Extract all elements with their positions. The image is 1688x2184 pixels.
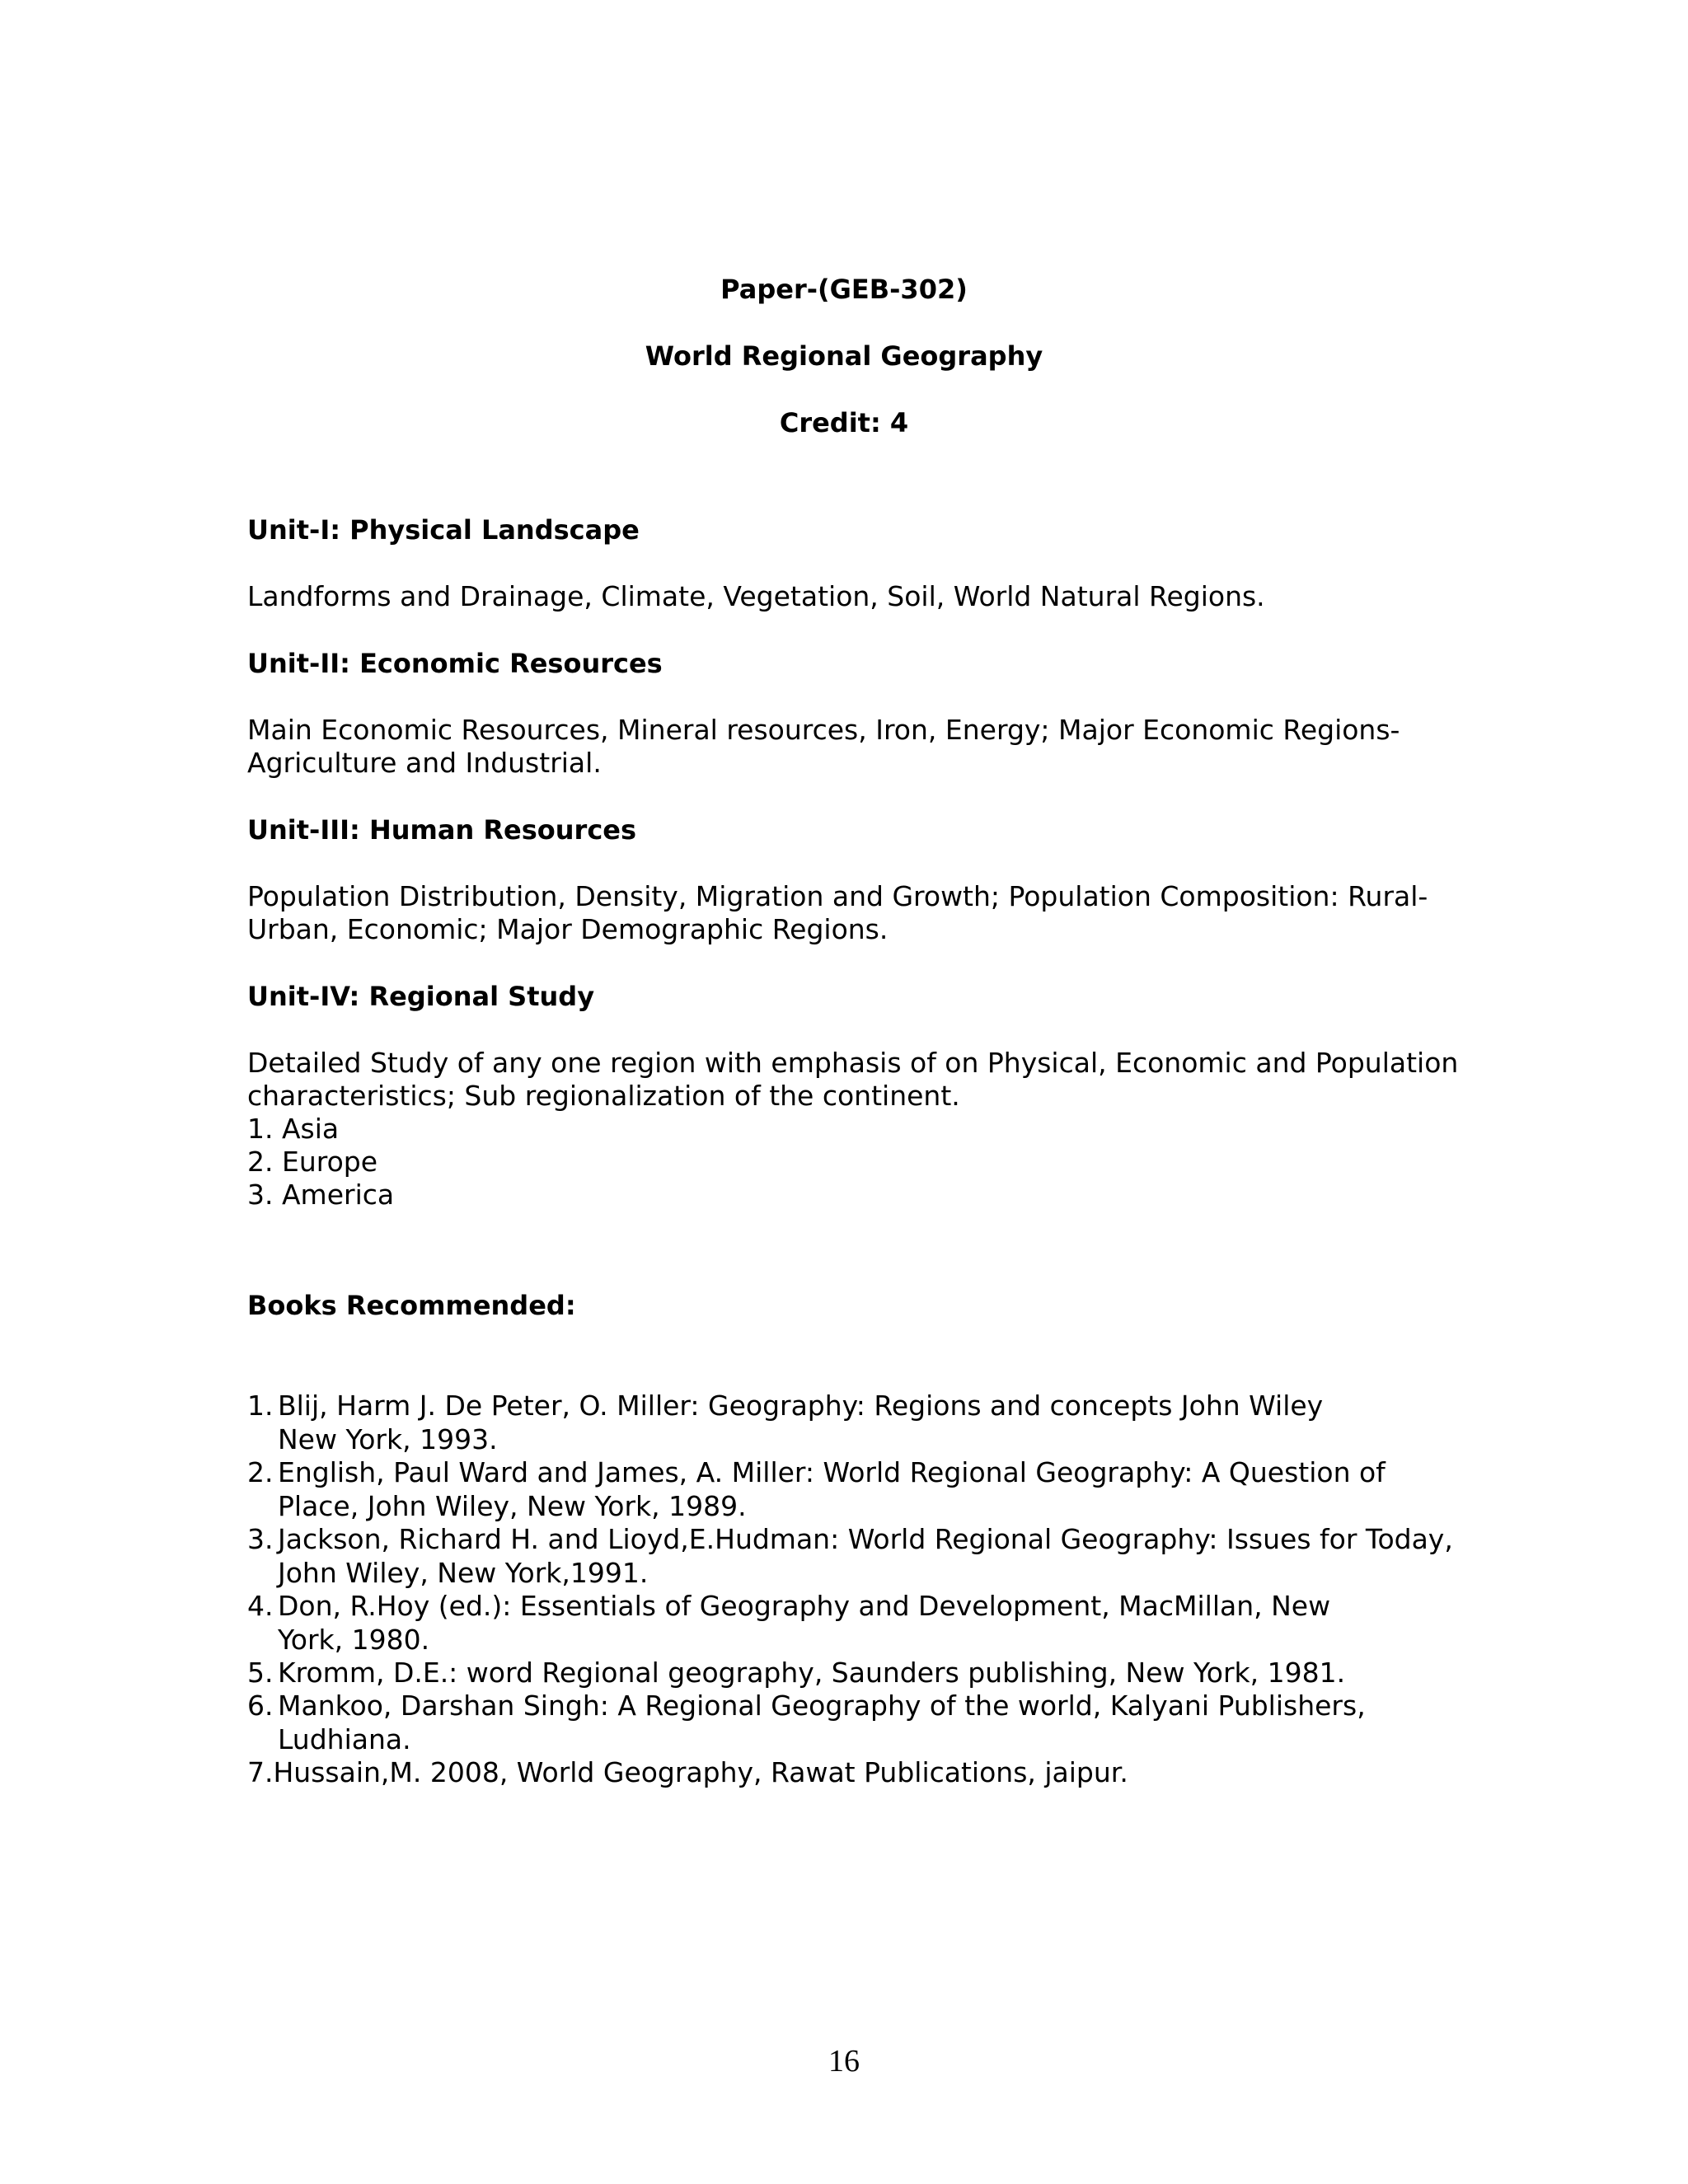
reference-item bbox=[247, 1523, 1484, 1590]
reference-text: Blij, Harm J. De Peter, O. Miller: Geography: Regions and concepts John Wiley bbox=[278, 1390, 1324, 1422]
list-item: 2. Europe bbox=[247, 1146, 378, 1178]
reference-text-cont: Ludhiana. bbox=[278, 1722, 411, 1755]
reference-item bbox=[247, 1456, 1484, 1523]
unit-heading: Unit-IV: Regional Study bbox=[247, 981, 595, 1012]
reference-text: Jackson, Richard H. and Lioyd,E.Hudman: World Regional Geography: Issues for Today, bbox=[278, 1523, 1453, 1555]
reference-text-cont: New York, 1993. bbox=[278, 1422, 498, 1455]
reference-item bbox=[247, 1657, 1484, 1690]
unit-text: characteristics; Sub regionalization of the continent. bbox=[247, 1080, 960, 1112]
reference-number: 1. bbox=[247, 1390, 274, 1422]
unit-heading: Unit-II: Economic Resources bbox=[247, 648, 663, 679]
reference-text: Kromm, D.E.: word Regional geography, Saunders publishing, New York, 1981. bbox=[278, 1657, 1346, 1689]
unit-text: Main Economic Resources, Mineral resources, Iron, Energy; Major Economic Regions- bbox=[247, 714, 1400, 746]
unit-text: Detailed Study of any one region with emphasis of on Physical, Economic and Population bbox=[247, 1047, 1459, 1079]
unit-heading: Unit-III: Human Resources bbox=[247, 814, 637, 846]
reference-text: Don, R.Hoy (ed.): Essentials of Geography and Development, MacMillan, New bbox=[278, 1590, 1331, 1622]
reference-text-cont: Place, John Wiley, New York, 1989. bbox=[278, 1489, 747, 1522]
reference-text-cont: John Wiley, New York,1991. bbox=[278, 1556, 649, 1589]
reference-text-cont: York, 1980. bbox=[278, 1623, 430, 1656]
reference-number: 5. bbox=[247, 1657, 274, 1689]
paper-code: Paper-(GEB-302) bbox=[720, 274, 968, 305]
unit-text: Urban, Economic; Major Demographic Regions. bbox=[247, 913, 889, 945]
books-heading: Books Recommended: bbox=[247, 1290, 576, 1321]
unit-text: Agriculture and Industrial. bbox=[247, 747, 602, 779]
reference-number: 6. bbox=[247, 1690, 274, 1722]
list-item: 1. Asia bbox=[247, 1113, 340, 1145]
list-item: 3. America bbox=[247, 1179, 395, 1211]
page-number: 16 bbox=[828, 2044, 860, 2079]
unit-text: Population Distribution, Density, Migration and Growth; Population Composition: Rural- bbox=[247, 880, 1428, 912]
reference-item bbox=[247, 1590, 1484, 1657]
credit-label: Credit: 4 bbox=[779, 407, 909, 438]
course-title: World Regional Geography bbox=[645, 340, 1043, 372]
reference-item bbox=[247, 1690, 1484, 1756]
reference-number: 4. bbox=[247, 1590, 274, 1622]
reference-number: 3. bbox=[247, 1523, 274, 1555]
reference-text: 7.Hussain,M. 2008, World Geography, Rawat Publications, jaipur. bbox=[247, 1756, 1128, 1788]
unit-text: Landforms and Drainage, Climate, Vegetation, Soil, World Natural Regions. bbox=[247, 580, 1265, 612]
unit-heading: Unit-I: Physical Landscape bbox=[247, 514, 640, 546]
reference-item bbox=[247, 1390, 1484, 1456]
reference-item bbox=[247, 1756, 1484, 1790]
reference-text: Mankoo, Darshan Singh: A Regional Geography of the world, Kalyani Publishers, bbox=[278, 1690, 1366, 1722]
reference-number: 2. bbox=[247, 1456, 274, 1488]
reference-text: English, Paul Ward and James, A. Miller: World Regional Geography: A Question of bbox=[278, 1456, 1386, 1488]
